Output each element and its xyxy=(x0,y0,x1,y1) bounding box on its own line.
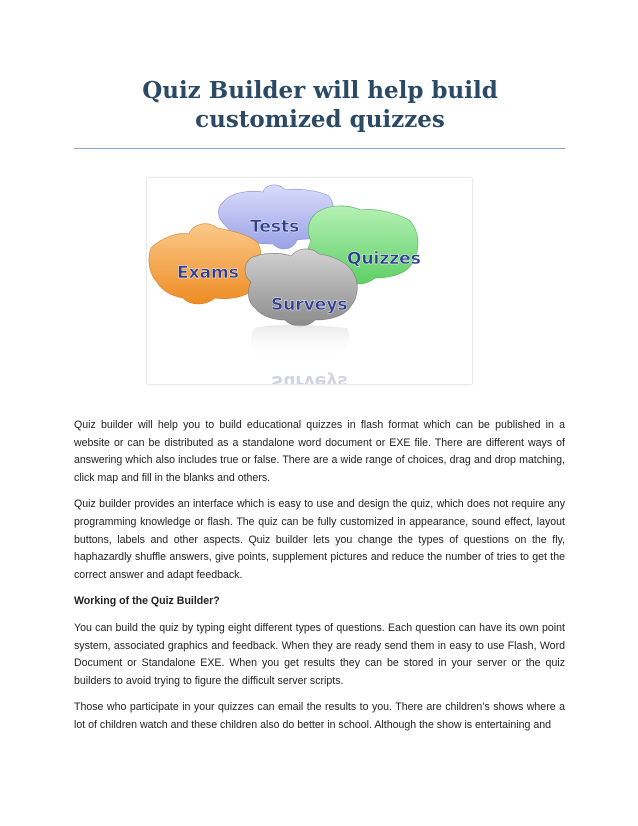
paragraph: Quiz builder provides an interface which is easy to use and design the quiz, which does not require any programming knowledge or flash. The quiz can be fully customized in appearance, sound effect, layout buttons, labels and other aspects. Quiz builder lets you change the types of questions on the fly, haphazardly shuffle answers, give points, supplement pictures and reduce the number of tries to get the correct answer and adapt feedback. xyxy=(74,498,565,581)
surveys-label: Surveys xyxy=(271,295,348,315)
page-title: Quiz Builder will help build customized quizzes xyxy=(142,77,498,133)
section-heading: Working of the Quiz Builder? xyxy=(74,595,220,608)
title-divider xyxy=(74,148,565,149)
paragraph: You can build the quiz by typing eight different types of questions. Each question can have its own point system, associated graphics and feedback. When they are ready send them in easy to use Flash, Word Document or Standalone EXE. When you get results they can be stored in your server or the quiz builders to avoid trying to figure the difficult server scripts. xyxy=(74,621,565,687)
quizzes-label: Quizzes xyxy=(347,249,421,269)
article-body xyxy=(74,417,565,744)
tests-label: Tests xyxy=(250,217,300,237)
paragraph: Quiz builder will help you to build educational quizzes in flash format which can be published in a website or can be distributed as a standalone word document or EXE file. There are different ways of answering which also includes true or false. There are a wide range of choices, drag and drop matching, click map and fill in the blanks and others. xyxy=(74,419,565,484)
paragraph: Those who participate in your quizzes can email the results to you. There are children’s shows where a lot of children watch and these children also do better in school. Although the show is entertaining and xyxy=(74,701,565,731)
puzzle-illustration xyxy=(147,178,472,384)
surveys-reflection xyxy=(251,325,350,361)
surveys-reflection-label: Surveys xyxy=(271,371,348,384)
exams-label: Exams xyxy=(177,263,239,283)
puzzle-image xyxy=(147,178,472,384)
